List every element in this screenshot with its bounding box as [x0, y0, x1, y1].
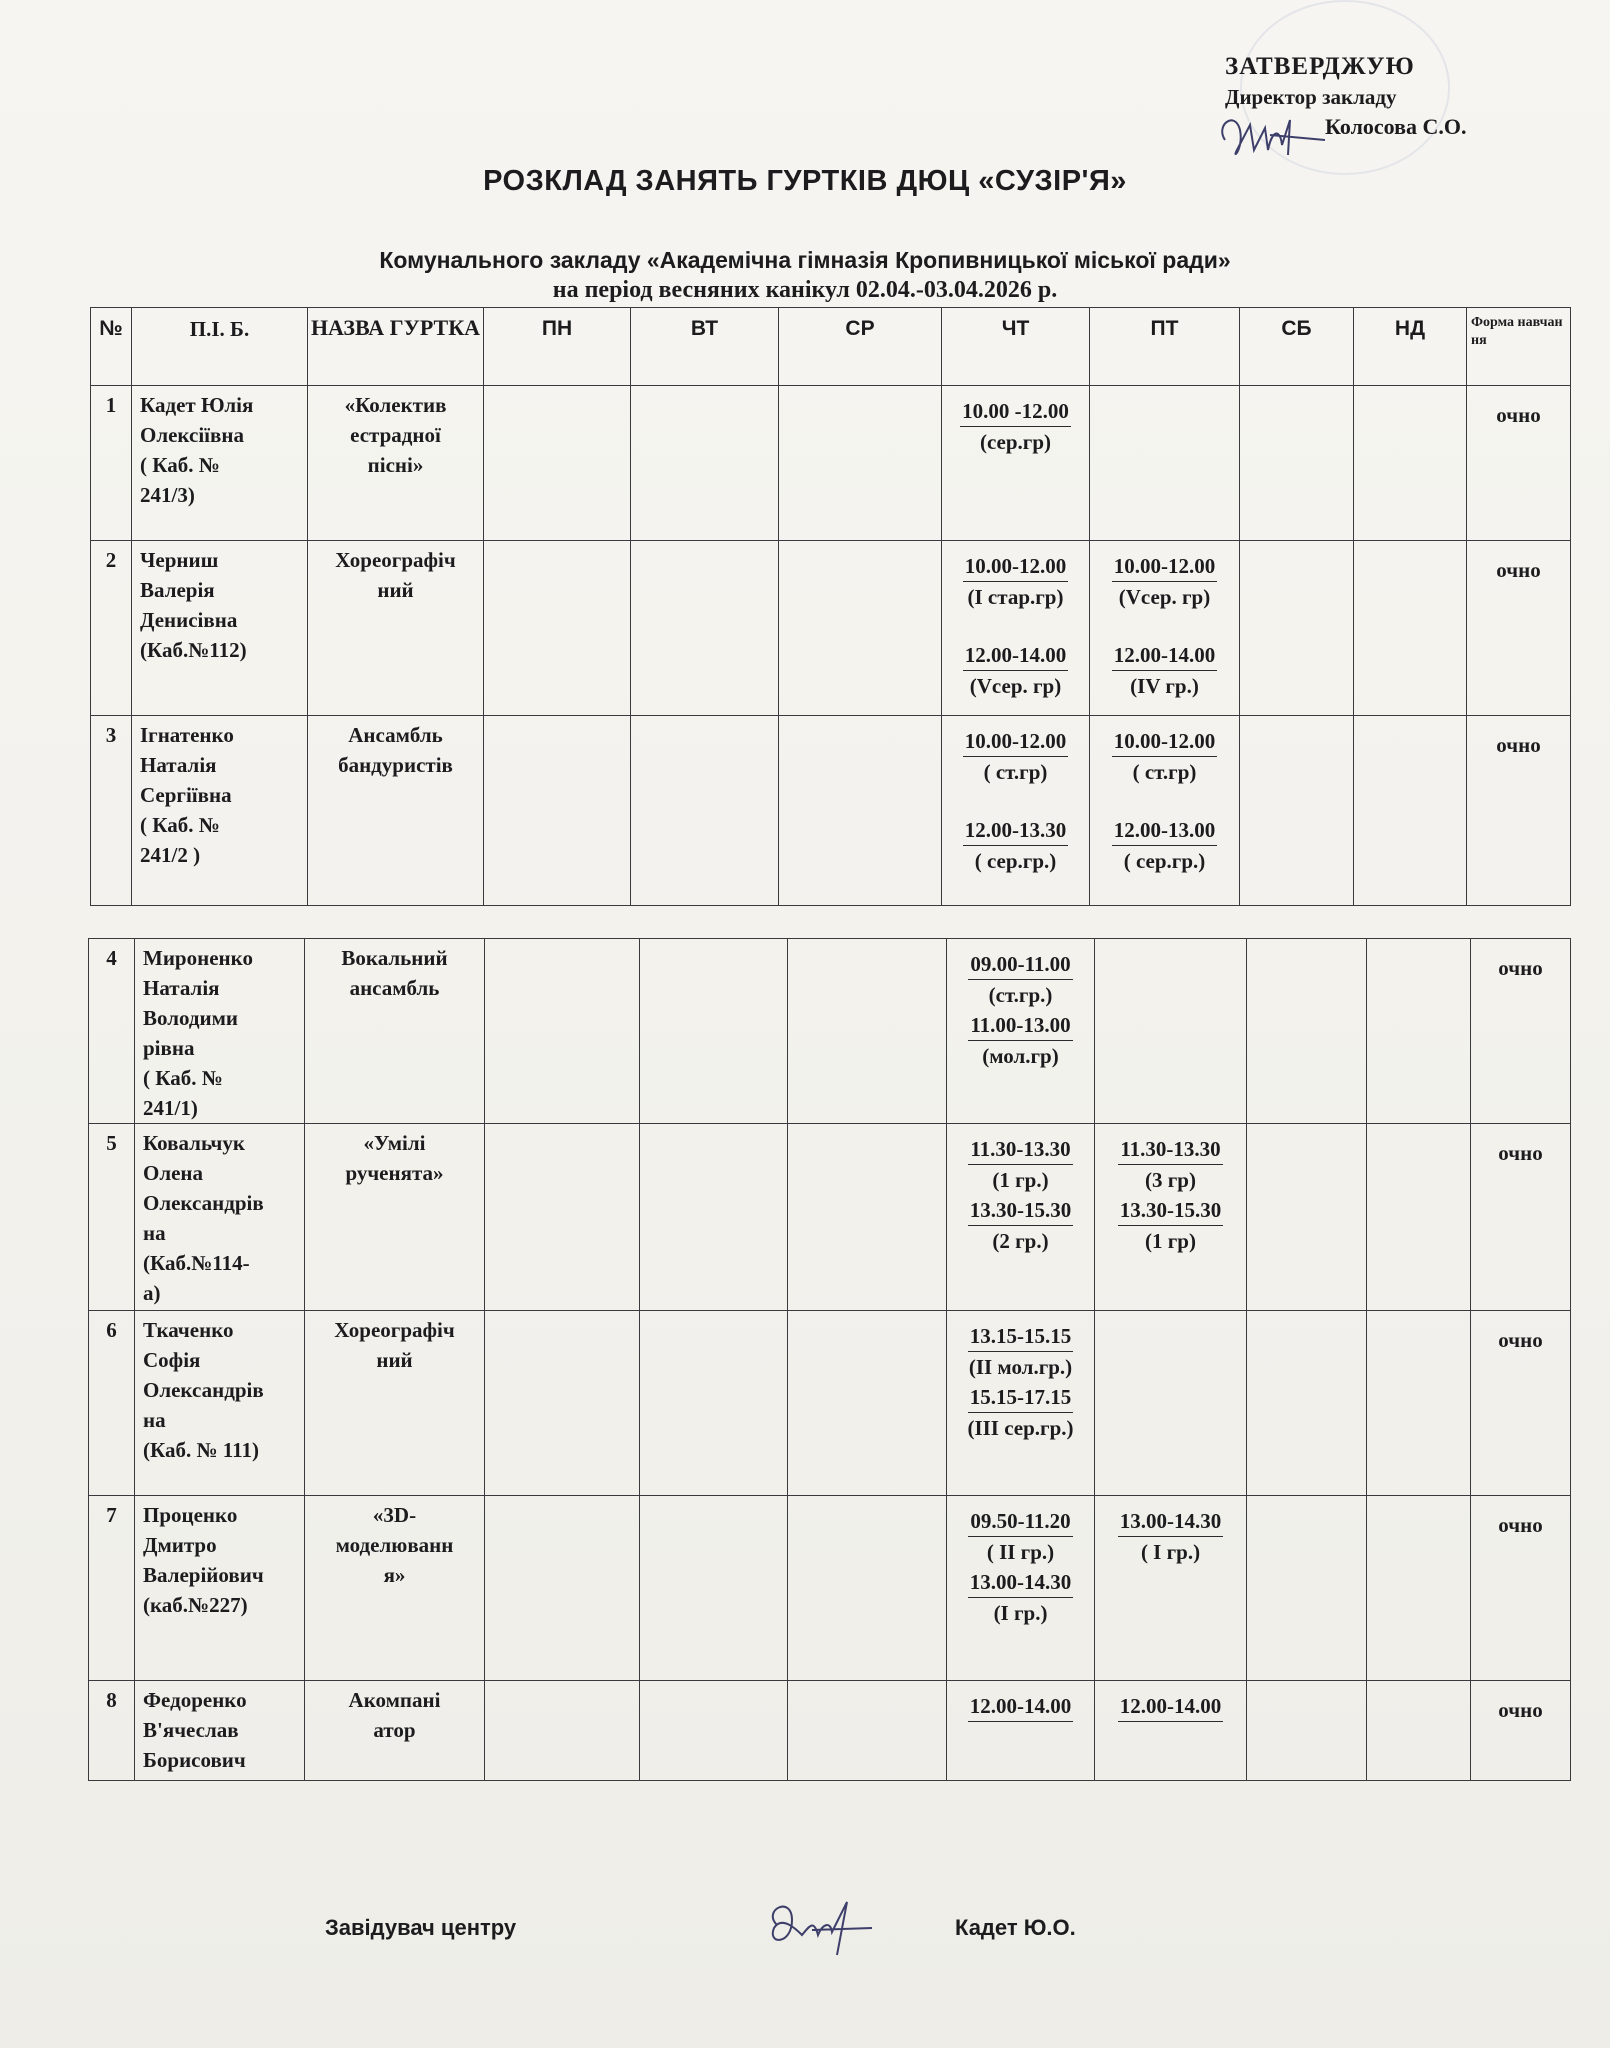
time-slot: 10.00-12.00	[1112, 551, 1218, 582]
time-slot: 12.00-13.30	[963, 815, 1069, 846]
thu-cell	[947, 1311, 1095, 1496]
sat-cell	[1240, 716, 1354, 906]
cell-line: ний	[377, 578, 414, 602]
cell-line: Ансамбль	[348, 723, 443, 747]
cell-line: я»	[383, 1563, 406, 1587]
cell-line: Олена	[143, 1161, 204, 1185]
wed-cell	[779, 541, 942, 716]
sat-cell	[1247, 1496, 1367, 1681]
study-form: очно	[1471, 1496, 1571, 1681]
group-label: (І стар.гр)	[967, 585, 1064, 609]
time-slot: 13.30-15.30	[968, 1195, 1074, 1226]
group-label: (І гр.)	[993, 1601, 1048, 1625]
time-slot: 12.00-14.00	[963, 640, 1069, 671]
cell-line: ний	[376, 1348, 413, 1372]
col-sun-header: НД	[1354, 308, 1467, 386]
thu-cell	[942, 541, 1090, 716]
club-name	[305, 939, 485, 1124]
teacher-name	[132, 386, 308, 541]
group-label: ( сер.гр.)	[974, 849, 1057, 873]
tue-cell	[631, 541, 779, 716]
time-slot: 13.30-15.30	[1118, 1195, 1224, 1226]
cell-line: Наталія	[140, 753, 217, 777]
thu-cell	[942, 716, 1090, 906]
thu-cell	[947, 939, 1095, 1124]
study-form: очно	[1467, 716, 1571, 906]
cell-line: Софія	[143, 1348, 201, 1372]
schedule-table-2	[88, 938, 1571, 1781]
group-label: (мол.гр)	[982, 1044, 1059, 1068]
fri-cell	[1095, 1124, 1247, 1311]
time-slot-line	[942, 551, 1089, 582]
thu-cell	[947, 1496, 1095, 1681]
time-slot: 12.00-14.00	[1112, 640, 1218, 671]
cell-line: Акомпані	[348, 1688, 441, 1712]
wed-cell	[779, 386, 942, 541]
time-slot: 13.00-14.30	[1118, 1506, 1224, 1537]
cell-line: Наталія	[143, 976, 220, 1000]
schedule-table-1	[90, 307, 1571, 906]
fri-cell	[1090, 716, 1240, 906]
cell-line: моделюванн	[335, 1533, 454, 1557]
col-fri-header: ПТ	[1090, 308, 1240, 386]
footer-position: Завідувач центру	[325, 1915, 517, 1940]
fri-cell	[1095, 1496, 1247, 1681]
cell-line: Мироненко	[143, 946, 253, 970]
cell-line: рівна	[143, 1036, 195, 1060]
mon-cell	[484, 386, 631, 541]
time-slot: 15.15-17.15	[968, 1382, 1074, 1413]
time-slot-line	[947, 1134, 1094, 1165]
tue-cell	[631, 386, 779, 541]
sat-cell	[1247, 1311, 1367, 1496]
time-slot: 13.15-15.15	[968, 1321, 1074, 1352]
time-slot-line	[942, 396, 1089, 427]
time-slot-line	[1090, 640, 1239, 671]
cell-line: Валерія	[140, 578, 215, 602]
table-row	[89, 939, 1571, 1124]
subtitle-line-1: Комунального закладу «Академічна гімназія Кропивницької міської ради»	[379, 247, 1231, 273]
study-form: очно	[1471, 1124, 1571, 1311]
cell-line: В'ячеслав	[143, 1718, 239, 1742]
teacher-name	[132, 716, 308, 906]
cell-line: Хореографіч	[334, 1318, 455, 1342]
teacher-name	[135, 939, 305, 1124]
time-slot: 10.00-12.00	[963, 726, 1069, 757]
group-label: (сер.гр)	[979, 430, 1052, 454]
mon-cell	[485, 939, 640, 1124]
slot-spacer	[942, 787, 1089, 815]
group-label: ( ст.гр)	[983, 760, 1048, 784]
group-label: (ІІ мол.гр.)	[968, 1355, 1073, 1379]
row-number: 4	[89, 939, 135, 1124]
time-slot-line	[1095, 1506, 1246, 1537]
col-form-header: Форма навчан ня	[1467, 308, 1571, 386]
cell-line: рученята»	[345, 1161, 444, 1185]
row-number: 1	[91, 386, 132, 541]
cell-line: «Колектив	[344, 393, 447, 417]
tue-cell	[640, 1496, 788, 1681]
time-slot: 09.00-11.00	[968, 949, 1072, 980]
group-label: (ІІІ сер.гр.)	[967, 1416, 1074, 1440]
cell-line: пісні»	[367, 453, 424, 477]
cell-line: Ткаченко	[143, 1318, 234, 1342]
col-tue-header: ВТ	[631, 308, 779, 386]
group-label: (IV гр.)	[1130, 674, 1199, 698]
cell-line: Вокальний	[341, 946, 448, 970]
cell-line: Валерійович	[143, 1563, 264, 1587]
group-label: ( ст.гр)	[1132, 760, 1197, 784]
time-slot: 11.30-13.30	[1118, 1134, 1222, 1165]
fri-cell	[1090, 386, 1240, 541]
sun-cell	[1354, 716, 1467, 906]
thu-cell	[942, 386, 1090, 541]
sat-cell	[1240, 386, 1354, 541]
sun-cell	[1367, 1311, 1471, 1496]
sat-cell	[1240, 541, 1354, 716]
tue-cell	[631, 716, 779, 906]
subtitle-line-2: на період весняних канікул 02.04.-03.04.2026 р.	[552, 277, 1058, 303]
time-slot-line	[947, 1382, 1094, 1413]
cell-line: Олександрів	[143, 1191, 264, 1215]
mon-cell	[485, 1496, 640, 1681]
manager-signature	[752, 1890, 882, 1960]
time-slot: 10.00-12.00	[963, 551, 1069, 582]
slot-spacer	[1090, 787, 1239, 815]
time-slot-line	[1090, 726, 1239, 757]
document-title: РОЗКЛАД ЗАНЯТЬ ГУРТКІВ ДЮЦ «СУЗІР'Я»	[483, 165, 1127, 197]
cell-line: «Умілі	[363, 1131, 426, 1155]
row-number: 5	[89, 1124, 135, 1311]
sat-cell	[1247, 1681, 1367, 1781]
wed-cell	[788, 1311, 947, 1496]
cell-line: (Каб.№112)	[140, 638, 247, 662]
cell-line: на	[143, 1408, 166, 1432]
time-slot: 11.00-13.00	[968, 1010, 1072, 1041]
study-form: очно	[1471, 1681, 1571, 1781]
col-sat-header: СБ	[1240, 308, 1354, 386]
cell-line: естрадної	[350, 423, 441, 447]
mon-cell	[485, 1311, 640, 1496]
time-slot-line	[947, 1567, 1094, 1598]
thu-cell	[947, 1124, 1095, 1311]
cell-line: Олексіївна	[140, 423, 244, 447]
study-form: очно	[1467, 541, 1571, 716]
fri-cell	[1095, 1681, 1247, 1781]
cell-line: ( Каб. №	[140, 813, 220, 837]
time-slot: 13.00-14.30	[968, 1567, 1074, 1598]
cell-line: 241/1)	[143, 1096, 198, 1120]
cell-line: 241/2 )	[140, 843, 201, 867]
time-slot-line	[947, 1691, 1094, 1722]
slot-spacer	[1090, 612, 1239, 640]
row-number: 8	[89, 1681, 135, 1781]
time-slot-line	[1095, 1691, 1246, 1722]
cell-line: Ігнатенко	[140, 723, 234, 747]
cell-line: а)	[143, 1281, 161, 1305]
wed-cell	[788, 1681, 947, 1781]
group-label: (3 гр)	[1145, 1168, 1196, 1192]
cell-line: Федоренко	[143, 1688, 247, 1712]
time-slot-line	[1090, 815, 1239, 846]
tue-cell	[640, 1124, 788, 1311]
club-name	[308, 386, 484, 541]
cell-line: Кадет Юлія	[140, 393, 254, 417]
club-name	[305, 1124, 485, 1311]
cell-line: 241/3)	[140, 483, 195, 507]
mon-cell	[485, 1124, 640, 1311]
wed-cell	[788, 1124, 947, 1311]
cell-line: Борисович	[143, 1748, 246, 1772]
fri-cell	[1095, 1311, 1247, 1496]
cell-line: Хореографіч	[335, 548, 456, 572]
teacher-name	[135, 1311, 305, 1496]
time-slot: 11.30-13.30	[968, 1134, 1072, 1165]
time-slot: 10.00-12.00	[1112, 726, 1218, 757]
mon-cell	[484, 541, 631, 716]
tue-cell	[640, 939, 788, 1124]
sun-cell	[1354, 541, 1467, 716]
row-number: 3	[91, 716, 132, 906]
cell-line: ( Каб. №	[140, 453, 220, 477]
cell-line: «3D-	[372, 1503, 417, 1527]
slot-spacer	[942, 612, 1089, 640]
row-number: 7	[89, 1496, 135, 1681]
group-label: (Vсер. гр)	[969, 674, 1062, 698]
row-number: 2	[91, 541, 132, 716]
col-mon-header: ПН	[484, 308, 631, 386]
time-slot-line	[947, 1010, 1094, 1041]
sun-cell	[1367, 1124, 1471, 1311]
group-label: (ст.гр.)	[988, 983, 1053, 1007]
wed-cell	[788, 939, 947, 1124]
table-row	[89, 1124, 1571, 1311]
table-row	[91, 541, 1571, 716]
group-label: (1 гр.)	[992, 1168, 1049, 1192]
cell-line: Денисівна	[140, 608, 238, 632]
sun-cell	[1367, 1681, 1471, 1781]
cell-line: ( Каб. №	[143, 1066, 223, 1090]
approval-position: Директор закладу	[1225, 85, 1397, 109]
time-slot: 10.00 -12.00	[960, 396, 1071, 427]
study-form: очно	[1471, 1311, 1571, 1496]
row-number: 6	[89, 1311, 135, 1496]
cell-line: на	[143, 1221, 166, 1245]
time-slot: 12.00-14.00	[1118, 1691, 1224, 1722]
wed-cell	[779, 716, 942, 906]
col-name-header: П.І. Б.	[132, 308, 308, 386]
cell-line: Олександрів	[143, 1378, 264, 1402]
time-slot: 09.50-11.20	[968, 1506, 1072, 1537]
table-row	[91, 716, 1571, 906]
cell-line: Ковальчук	[143, 1131, 245, 1155]
fri-cell	[1095, 939, 1247, 1124]
table-header-row	[91, 308, 1571, 386]
group-label: (1 гр)	[1145, 1229, 1196, 1253]
col-thu-header: ЧТ	[942, 308, 1090, 386]
time-slot-line	[947, 1321, 1094, 1352]
cell-line: ансамбль	[349, 976, 440, 1000]
time-slot-line	[1095, 1195, 1246, 1226]
time-slot-line	[947, 949, 1094, 980]
time-slot-line	[942, 815, 1089, 846]
club-name	[305, 1311, 485, 1496]
study-form: очно	[1471, 939, 1571, 1124]
club-name	[305, 1496, 485, 1681]
time-slot-line	[947, 1506, 1094, 1537]
fri-cell	[1090, 541, 1240, 716]
cell-line: Дмитро	[143, 1533, 217, 1557]
teacher-name	[135, 1681, 305, 1781]
tue-cell	[640, 1311, 788, 1496]
sat-cell	[1247, 939, 1367, 1124]
approval-block	[1225, 52, 1525, 142]
tue-cell	[640, 1681, 788, 1781]
table-row	[89, 1681, 1571, 1781]
col-club-header: НАЗВА ГУРТКА	[308, 308, 484, 386]
document-subtitle	[0, 245, 1610, 305]
mon-cell	[485, 1681, 640, 1781]
teacher-name	[135, 1496, 305, 1681]
time-slot: 12.00-13.00	[1112, 815, 1218, 846]
mon-cell	[484, 716, 631, 906]
group-label: ( сер.гр.)	[1123, 849, 1206, 873]
table-row	[91, 386, 1571, 541]
approval-name: Колосова С.О.	[1325, 114, 1467, 139]
col-wed-header: СР	[779, 308, 942, 386]
table-row	[89, 1496, 1571, 1681]
sun-cell	[1367, 1496, 1471, 1681]
group-label: (Vсер. гр)	[1118, 585, 1211, 609]
time-slot-line	[942, 726, 1089, 757]
time-slot-line	[1090, 551, 1239, 582]
sun-cell	[1354, 386, 1467, 541]
group-label: ( ІІ гр.)	[986, 1540, 1055, 1564]
cell-line: атор	[373, 1718, 416, 1742]
footer-name: Кадет Ю.О.	[955, 1915, 1076, 1940]
time-slot-line	[942, 640, 1089, 671]
col-num-header: №	[91, 308, 132, 386]
group-label: (2 гр.)	[992, 1229, 1049, 1253]
table-row	[89, 1311, 1571, 1496]
cell-line: бандуристів	[338, 753, 453, 777]
teacher-name	[132, 541, 308, 716]
cell-line: Черниш	[140, 548, 219, 572]
wed-cell	[788, 1496, 947, 1681]
teacher-name	[135, 1124, 305, 1311]
cell-line: Володими	[143, 1006, 239, 1030]
group-label: ( І гр.)	[1140, 1540, 1201, 1564]
club-name	[308, 541, 484, 716]
cell-line: (каб.№227)	[143, 1593, 248, 1617]
cell-line: (Каб.№114-	[143, 1251, 250, 1275]
time-slot: 12.00-14.00	[968, 1691, 1074, 1722]
time-slot-line	[1095, 1134, 1246, 1165]
cell-line: Сергіївна	[140, 783, 232, 807]
sat-cell	[1247, 1124, 1367, 1311]
club-name	[305, 1681, 485, 1781]
time-slot-line	[947, 1195, 1094, 1226]
approval-title: ЗАТВЕРДЖУЮ	[1225, 53, 1415, 80]
study-form: очно	[1467, 386, 1571, 541]
cell-line: (Каб. № 111)	[143, 1438, 259, 1462]
cell-line: Проценко	[143, 1503, 238, 1527]
club-name	[308, 716, 484, 906]
thu-cell	[947, 1681, 1095, 1781]
sun-cell	[1367, 939, 1471, 1124]
